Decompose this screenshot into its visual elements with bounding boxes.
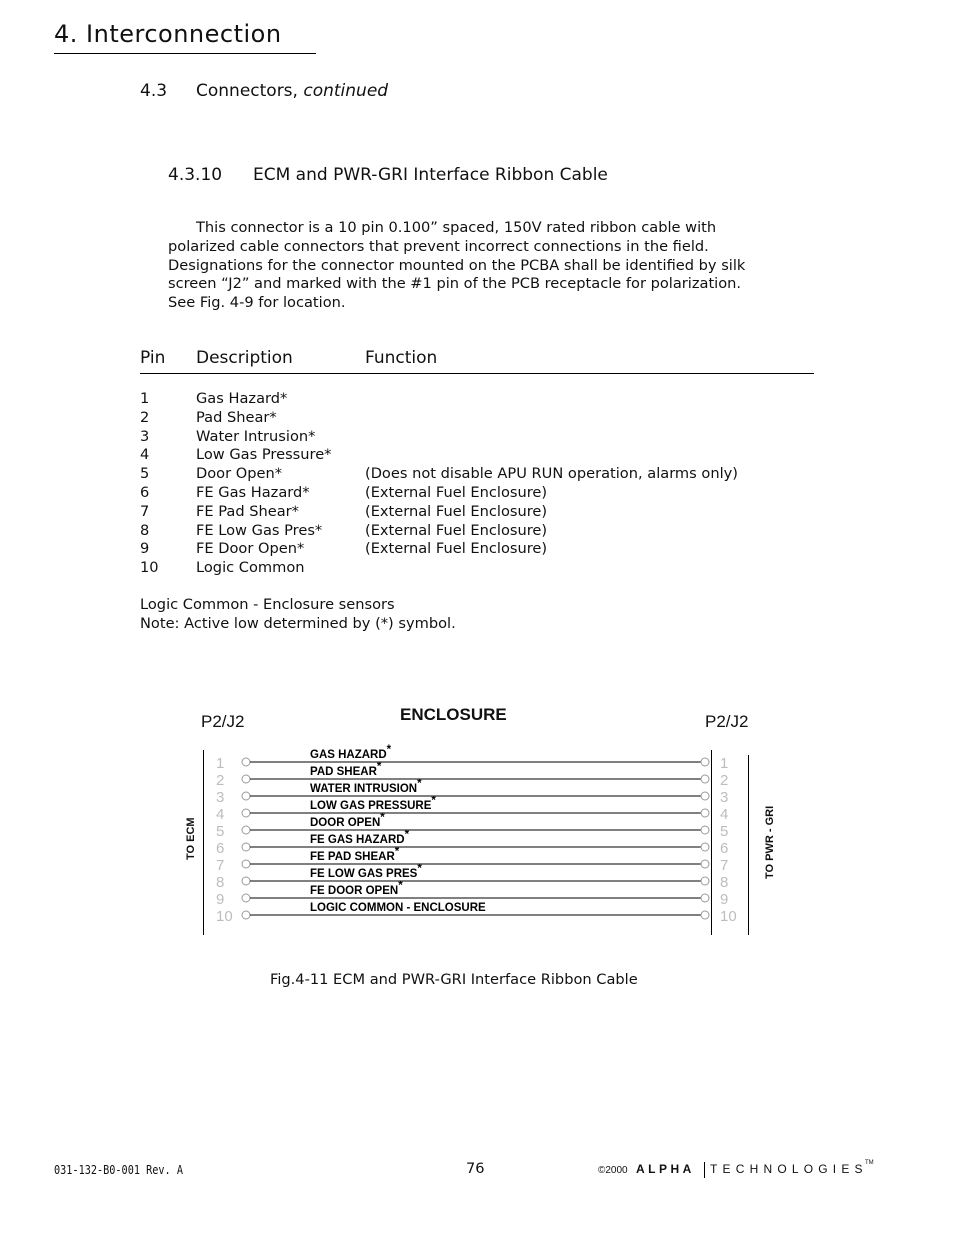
wire-label-text: FE DOOR OPEN bbox=[310, 885, 399, 897]
pin-cell: 6 bbox=[140, 483, 150, 501]
left-pin-contact bbox=[242, 775, 250, 783]
paragraph-line: Designations for the connector mounted on the PCBA shall be identified by silk bbox=[168, 256, 746, 274]
wire-label-text: FE PAD SHEAR bbox=[310, 851, 395, 863]
left-pin-number: 5 bbox=[216, 823, 225, 840]
pin-cell: 10 bbox=[140, 559, 159, 577]
right-pin-number: 5 bbox=[720, 823, 729, 840]
left-pin-number: 9 bbox=[216, 891, 225, 908]
wire-label bbox=[310, 744, 392, 761]
left-pin-number: 4 bbox=[216, 806, 225, 823]
paragraph-line: See Fig. 4-9 for location. bbox=[168, 294, 346, 312]
wire-label-text: FE GAS HAZARD bbox=[310, 834, 405, 846]
left-pin-contact bbox=[242, 911, 250, 919]
section-title: Connectors, bbox=[196, 81, 298, 101]
paragraph-line: polarized cable connectors that prevent incorrect connections in the field. bbox=[168, 237, 709, 255]
wire-label bbox=[310, 846, 400, 863]
pin-cell: 7 bbox=[140, 502, 150, 520]
function-cell: (External Fuel Enclosure) bbox=[365, 502, 548, 520]
wire-label-text: FE LOW GAS PRES bbox=[310, 868, 418, 880]
pin-cell: 9 bbox=[140, 540, 150, 558]
right-pin-number: 3 bbox=[720, 789, 729, 806]
wire-label-star: * bbox=[386, 744, 392, 756]
right-pin-contact bbox=[701, 877, 709, 885]
right-pin-number: 8 bbox=[720, 874, 729, 891]
figure-title: ENCLOSURE bbox=[400, 705, 507, 724]
right-pin-number: 1 bbox=[720, 755, 729, 772]
left-pin-contact bbox=[242, 894, 250, 902]
right-pin-number: 2 bbox=[720, 772, 729, 789]
page-number: 76 bbox=[466, 1160, 485, 1177]
copyright: ©2000 bbox=[598, 1165, 628, 1176]
wire-label bbox=[310, 778, 422, 795]
description-cell: Logic Common bbox=[196, 559, 305, 577]
right-pin-contact bbox=[701, 911, 709, 919]
left-pin-contact bbox=[242, 826, 250, 834]
logo-technologies: TECHNOLOGIES bbox=[710, 1162, 868, 1176]
right-pin-contact bbox=[701, 775, 709, 783]
right-connector-label: P2/J2 bbox=[705, 712, 749, 731]
wire-label-text: PAD SHEAR bbox=[310, 766, 377, 778]
left-pin-contact bbox=[242, 809, 250, 817]
right-pin-contact bbox=[701, 894, 709, 902]
left-pin-number: 3 bbox=[216, 789, 225, 806]
wire-label-star: * bbox=[398, 880, 403, 892]
right-pin-contact bbox=[701, 792, 709, 800]
description-cell: Gas Hazard* bbox=[196, 390, 288, 407]
logo-trademark: TM bbox=[865, 1160, 874, 1166]
wire-label-star: * bbox=[394, 846, 400, 858]
column-header-description: Description bbox=[196, 348, 293, 368]
pin-cell: 4 bbox=[140, 446, 150, 464]
right-pin-number: 6 bbox=[720, 840, 729, 857]
left-side-label: TO ECM bbox=[185, 817, 197, 860]
alpha-technologies-logo bbox=[636, 1160, 876, 1182]
wire-label-text: GAS HAZARD bbox=[310, 749, 387, 761]
section-number: 4.3 bbox=[140, 81, 168, 101]
wire-label bbox=[310, 829, 410, 846]
description-cell: FE Low Gas Pres* bbox=[196, 521, 323, 539]
logo-divider bbox=[704, 1162, 705, 1178]
left-pin-number: 1 bbox=[216, 755, 225, 772]
subsection-number: 4.3.10 bbox=[168, 165, 223, 185]
description-cell: FE Pad Shear* bbox=[196, 502, 299, 520]
function-cell: (External Fuel Enclosure) bbox=[365, 521, 548, 539]
function-cell: (External Fuel Enclosure) bbox=[365, 483, 548, 501]
right-pin-number: 9 bbox=[720, 891, 729, 908]
function-cell: (External Fuel Enclosure) bbox=[365, 540, 548, 558]
right-pin-number: 4 bbox=[720, 806, 729, 823]
note-line: Logic Common - Enclosure sensors bbox=[140, 596, 395, 613]
wire-label bbox=[310, 761, 382, 778]
description-cell: Door Open* bbox=[196, 465, 283, 483]
right-pin-contact bbox=[701, 843, 709, 851]
pin-cell: 3 bbox=[140, 427, 150, 445]
left-pin-contact bbox=[242, 792, 250, 800]
right-pin-contact bbox=[701, 826, 709, 834]
wire-label-star: * bbox=[404, 829, 410, 841]
wire-label-star: * bbox=[380, 812, 385, 824]
wire-label bbox=[310, 880, 403, 897]
right-pin-contact bbox=[701, 758, 709, 766]
logo-alpha: ALPHA bbox=[636, 1162, 695, 1176]
pin-cell: 5 bbox=[140, 465, 150, 483]
wire-label-star: * bbox=[431, 795, 436, 807]
description-cell: Low Gas Pressure* bbox=[196, 446, 332, 464]
right-pin-contact bbox=[701, 809, 709, 817]
left-pin-contact bbox=[242, 860, 250, 868]
left-pin-contact bbox=[242, 877, 250, 885]
left-pin-contact bbox=[242, 758, 250, 766]
wire-label-star: * bbox=[376, 761, 382, 773]
wire-label-text: LOGIC COMMON - ENCLOSURE bbox=[310, 902, 486, 914]
paragraph-line: This connector is a 10 pin 0.100” spaced, 150V rated ribbon cable with bbox=[196, 219, 717, 236]
wire-label-star: * bbox=[417, 778, 422, 790]
description-cell: FE Gas Hazard* bbox=[196, 483, 310, 501]
left-pin-contact bbox=[242, 843, 250, 851]
right-side-label: TO PWR - GRI bbox=[764, 805, 776, 879]
left-connector-label: P2/J2 bbox=[201, 712, 245, 731]
pin-cell: 1 bbox=[140, 390, 150, 407]
section-title-continued: continued bbox=[303, 81, 389, 101]
subsection-title: ECM and PWR-GRI Interface Ribbon Cable bbox=[253, 165, 608, 185]
figure-caption: Fig.4-11 ECM and PWR-GRI Interface Ribbon Cable bbox=[270, 971, 638, 988]
pin-cell: 2 bbox=[140, 408, 150, 426]
right-pin-contact bbox=[701, 860, 709, 868]
paragraph-line: screen “J2” and marked with the #1 pin of the PCB receptacle for polarization. bbox=[168, 275, 742, 293]
document-number: 031-132-B0-001 Rev. A bbox=[54, 1163, 183, 1177]
right-pin-number: 10 bbox=[720, 908, 737, 925]
description-cell: FE Door Open* bbox=[196, 540, 305, 558]
pin-cell: 8 bbox=[140, 521, 150, 539]
wire-label-text: LOW GAS PRESSURE bbox=[310, 800, 432, 812]
chapter-title: 4. Interconnection bbox=[54, 20, 282, 48]
note-line: Note: Active low determined by (*) symbol. bbox=[140, 614, 456, 632]
left-pin-number: 10 bbox=[216, 908, 233, 925]
wire-label-text: WATER INTRUSION bbox=[310, 783, 418, 795]
left-pin-number: 8 bbox=[216, 874, 225, 891]
right-pin-number: 7 bbox=[720, 857, 729, 874]
left-pin-number: 2 bbox=[216, 772, 225, 789]
wire-label bbox=[310, 812, 385, 829]
wire-label bbox=[310, 902, 486, 914]
function-cell: (Does not disable APU RUN operation, alarms only) bbox=[365, 465, 738, 483]
description-cell: Water Intrusion* bbox=[196, 427, 316, 445]
description-cell: Pad Shear* bbox=[196, 408, 277, 426]
left-pin-number: 7 bbox=[216, 857, 225, 874]
column-header-function: Function bbox=[365, 348, 438, 368]
left-pin-number: 6 bbox=[216, 840, 225, 857]
wire-label-star: * bbox=[417, 863, 422, 875]
column-header-pin: Pin bbox=[140, 348, 166, 368]
wire-label bbox=[310, 863, 422, 880]
wire-label bbox=[310, 795, 436, 812]
wire-label-text: DOOR OPEN bbox=[310, 817, 381, 829]
